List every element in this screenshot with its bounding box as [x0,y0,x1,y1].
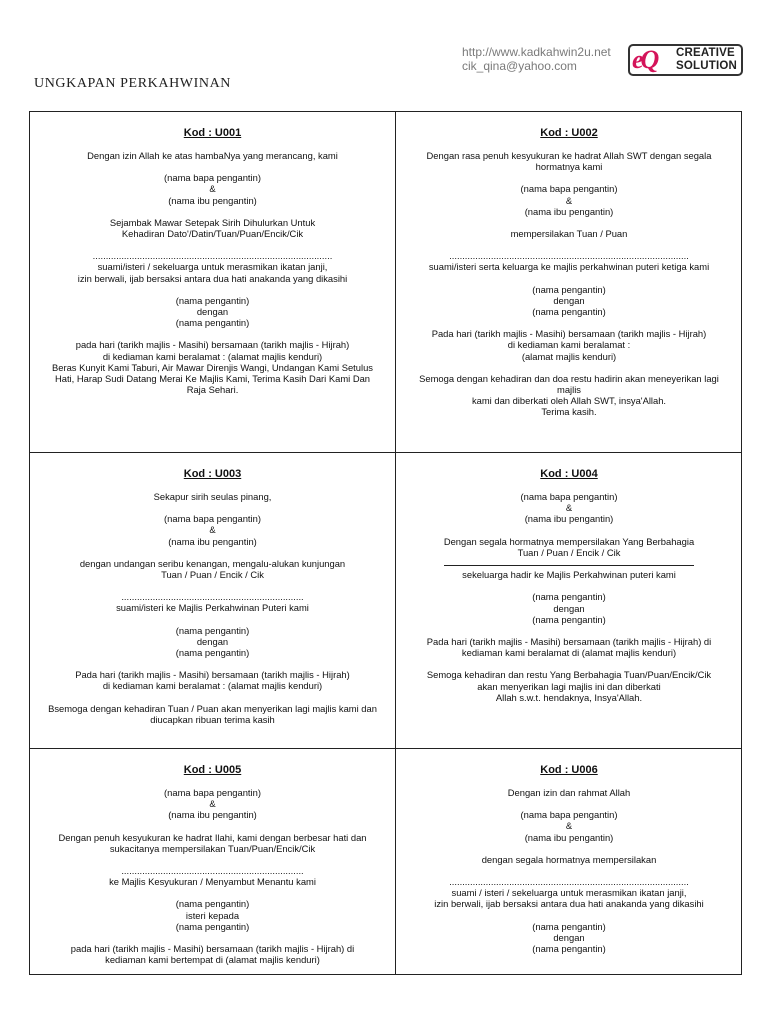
card-text-line: Raja Sehari. [186,384,239,396]
card-text-line: Sejambak Mawar Setepak Sirih Dihulurkan Untuk [109,216,316,228]
spacer [38,239,387,250]
card-text-line: (nama ibu pengantin) [168,535,257,547]
card-text-line: & [565,820,573,832]
logo-line-2: SOLUTION [676,60,738,72]
card-grid [29,111,742,975]
card-text-line: (nama ibu pengantin) [524,513,614,525]
spacer [404,217,734,228]
card-text-line: Dengan izin Allah ke atas hambaNya yang merancang, kami [87,150,338,161]
card-code: Kod : U001 [183,127,242,139]
card-text-line: di kediaman kami beralamat : (alamat majlis kenduri) [102,680,323,692]
card-text-line: di kediaman kami beralamat : (alamat majlis kenduri) [102,350,323,362]
spacer [404,273,734,284]
logo-text [676,47,737,73]
card-text-line: Dengan segala hormatnya mempersilakan Yang Berbahagia [443,535,695,547]
card-code: Kod : U004 [540,468,598,480]
card-text-line: dengan undangan seribu kenangan, mengalu-alukan kunjungan [79,557,346,569]
card-text-line: (nama pengantin) [532,943,606,955]
card-u005 [30,749,395,975]
card-text-line: (nama ibu pengantin) [168,809,257,821]
card-text-line: Pada hari (tarikh majlis - Masihi) bersamaan (tarikh majlis - Hijrah) [75,669,350,681]
card-text-line: Kehadiran Dato'/Datin/Tuan/Puan/Encik/Cik [121,228,304,240]
underline-blank [444,565,694,566]
spacer [38,547,387,558]
spacer [38,328,387,339]
card-text-line: dengan [553,602,585,614]
spacer [404,239,734,250]
fill-in-dots: ............................................................................................ [449,250,689,262]
card-text-line: (nama bapa pengantin) [164,513,261,525]
spacer [404,910,734,921]
card-u001 [30,112,395,452]
card-text-line: majlis [557,384,581,396]
card-text-line: sekeluarga hadir ke Majlis Perkahwinan puteri kami [462,569,676,581]
card-code: Kod : U005 [183,764,242,776]
spacer [404,580,734,591]
card-text-line: Tuan / Puan / Encik / Cik [161,569,264,581]
spacer [38,658,387,669]
spacer [38,932,387,943]
card-text-line: (nama pengantin) [175,624,250,636]
card-u004 [396,453,742,748]
eq-logo [628,44,743,76]
card-text-line: dengan [196,306,229,318]
card-text-line: (nama pengantin) [532,613,606,625]
card-text-line: Allah s.w.t. hendaknya, Insya'Allah. [495,691,643,703]
card-text-line: (nama bapa pengantin) [520,809,618,821]
card-text-line: & [209,524,216,536]
spacer [38,614,387,625]
card-text-line: (nama pengantin) [532,591,606,603]
card-text-line: (nama pengantin) [532,920,606,932]
card-text-line: & [209,183,216,195]
card-text-line: izin berwali, ijab bersaksi antara dua hati anakanda yang dikasihi [77,272,348,284]
card-text-line: & [565,502,573,514]
website-link[interactable]: http://www.kadkahwin2u.net [462,45,611,59]
card-text-line: suami/isteri / sekeluarga untuk merasmikan ikatan janji, [97,261,328,273]
spacer [404,172,734,183]
fill-in-dots: ...................................................................... [121,865,304,877]
card-text-line: suami / isteri / sekeluarga untuk merasmikan ikatan janji, [451,887,687,899]
card-text-line: (nama pengantin) [175,647,250,659]
card-text-line: (nama ibu pengantin) [524,205,614,217]
spacer [38,206,387,217]
spacer [404,317,734,328]
spacer [404,865,734,876]
card-text-line: akan menyerikan lagi majlis ini dan diberkati [477,680,661,692]
card-text-line: (nama ibu pengantin) [524,831,614,843]
card-text-line: Hati, Harap Sudi Datang Merai Ke Majlis Kami, Terima Kasih Dari Kami Dan [54,373,371,385]
card-text-line: (nama bapa pengantin) [164,787,261,798]
card-text-line: (nama pengantin) [175,294,250,306]
card-text-line: Dengan rasa penuh kesyukuran ke hadrat Allah SWT dengan segala [426,150,712,161]
card-text-line: (nama bapa pengantin) [164,172,261,184]
card-text-line: Sekapur sirih seulas pinang, [153,491,272,502]
card-text-line: Beras Kunyit Kami Taburi, Air Mawar Direnjis Wangi, Undangan Kami Setulus [52,361,373,373]
spacer [38,887,387,898]
card-text-line: isteri kepada [185,909,240,921]
card-text-line: Bsemoga dengan kehadiran Tuan / Puan akan menyerikan lagi majlis kami dan [48,702,377,714]
card-text-line: Semoga dengan kehadiran dan doa restu hadirin akan meneyerikan lagi [419,372,719,384]
card-text-line: suami/isteri serta keluarga ke majlis perkahwinan puteri ketiga kami [428,261,710,273]
fill-in-dots: ...................................................................... [121,591,304,603]
fill-in-dots: ............................................................................................ [92,250,333,262]
fill-in-rule [404,558,734,569]
card-code: Kod : U006 [540,764,598,776]
card-text-line: pada hari (tarikh majlis - Masihi) bersamaan (tarikh majlis - Hijrah) di [70,943,355,955]
card-text-line: dengan [553,931,585,943]
card-text-line: Tuan / Puan / Encik / Cik [517,546,621,558]
card-text-line: hormatnya kami [535,161,603,173]
card-text-line: Pada hari (tarikh majlis - Masihi) bersamaan (tarikh majlis - Hijrah) [431,328,707,340]
logo-line-1: CREATIVE [676,47,735,59]
logo-mark: eQ [632,45,657,74]
card-text-line: ke Majlis Kesyukuran / Menyambut Menantu kami [109,876,316,888]
card-text-line: diucapkan ribuan terima kasih [150,713,275,725]
card-text-line: Semoga kehadiran dan restu Yang Berbahagia Tuan/Puan/Encik/Cik [426,669,712,681]
card-text-line: pada hari (tarikh majlis - Masihi) bersamaan (tarikh majlis - Hijrah) [75,339,350,351]
card-text-line: kami dan diberkati oleh Allah SWT, insya'Allah. [471,395,667,407]
card-text-line: Dengan izin dan rahmat Allah [507,787,631,798]
card-u002 [396,112,742,452]
card-text-line: dengan [553,294,585,306]
spacer [404,843,734,854]
spacer [38,821,387,832]
spacer [38,692,387,703]
card-text-line: izin berwali, ijab bersaksi antara dua hati anakanda yang dikasihi [434,898,704,910]
card-code: Kod : U002 [540,127,598,139]
card-text-line: (nama bapa pengantin) [520,491,618,502]
spacer [404,798,734,809]
card-text-line: suami/isteri ke Majlis Perkahwinan Puteri kami [116,602,309,614]
card-u003 [30,453,395,748]
card-text-line: (nama pengantin) [175,920,250,932]
card-text-line: & [565,194,573,206]
card-text-line: (nama pengantin) [175,898,250,910]
card-text-line: (nama bapa pengantin) [520,183,618,195]
spacer [404,658,734,669]
spacer [404,525,734,536]
spacer [38,284,387,295]
card-text-line: (nama pengantin) [532,283,606,295]
card-text-line: (alamat majlis kenduri) [521,350,617,362]
card-text-line: di kediaman kami beralamat : [507,339,631,351]
spacer [38,580,387,591]
spacer [38,502,387,513]
spacer [38,854,387,865]
card-text-line: dengan segala hormatnya mempersilakan [481,853,657,865]
card-text-line: & [209,798,216,810]
card-text-line: Terima kasih. [541,406,597,418]
contact-info [462,45,611,73]
fill-in-dots: ............................................................................................ [449,876,689,888]
card-text-line: Dengan penuh kesyukuran ke hadrat Ilahi, kami dengan berbesar hati dan [58,831,367,843]
card-u006 [396,749,742,975]
spacer [38,161,387,172]
card-text-line: sukacitanya mempersilakan Tuan/Puan/Encik/Cik [109,842,316,854]
card-text-line: (nama pengantin) [532,306,606,318]
card-text-line: mempersilakan Tuan / Puan [510,228,628,240]
card-text-line: kediaman kami beralamat di (alamat majlis kenduri) [461,647,677,659]
card-text-line: dengan [196,635,229,647]
card-text-line: kediaman kami bertempat di (alamat majlis kenduri) [105,954,320,966]
card-text-line: (nama ibu pengantin) [168,194,257,206]
card-text-line: Pada hari (tarikh majlis - Masihi) bersamaan (tarikh majlis - Hijrah) di [426,636,712,648]
card-code: Kod : U003 [183,468,242,480]
page-title: UNGKAPAN PERKAHWINAN [34,76,231,91]
card-text-line: (nama pengantin) [175,317,250,329]
spacer [404,362,734,373]
spacer [404,625,734,636]
email-address: cik_qina@yahoo.com [462,59,577,73]
